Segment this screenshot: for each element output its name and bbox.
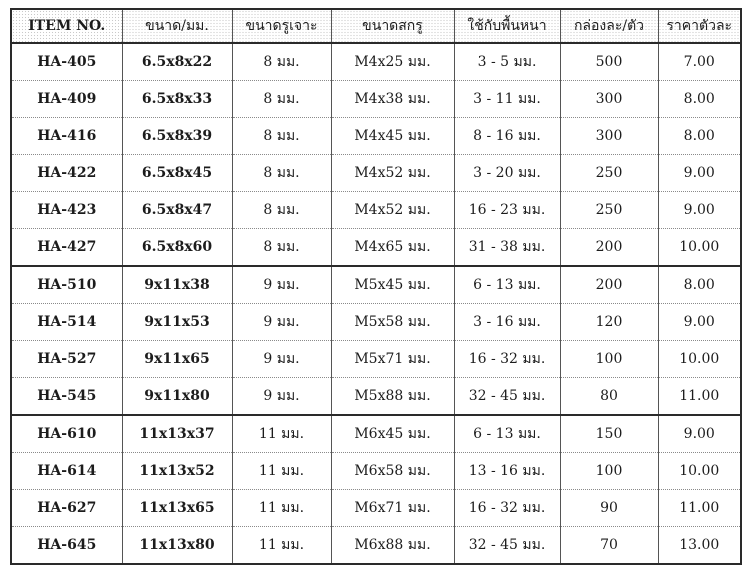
table-row [11,415,741,453]
box-qty-cell: 100 [560,453,658,490]
screw-size-cell: M5x58 มม. [331,304,454,341]
box-qty-cell: 150 [560,415,658,453]
table-row [11,527,741,565]
drill-size-cell: 11 มม. [232,415,331,453]
box-qty-cell: 70 [560,527,658,565]
item-no-cell: HA-510 [11,266,122,304]
thickness-cell: 6 - 13 มม. [454,266,560,304]
item-no-cell: HA-416 [11,118,122,155]
screw-size-cell: M4x38 มม. [331,81,454,118]
drill-size-cell: 9 มม. [232,266,331,304]
table-row [11,490,741,527]
size-cell: 6.5x8x39 [122,118,232,155]
unit-price-cell: 11.00 [658,378,741,416]
screw-size-cell: M4x52 มม. [331,155,454,192]
size-cell: 11x13x80 [122,527,232,565]
drill-size-cell: 11 มม. [232,527,331,565]
screw-size-cell: M4x65 มม. [331,229,454,267]
header-box-qty: กล่องละ/ตัว [560,9,658,43]
table-row [11,304,741,341]
unit-price-cell: 8.00 [658,81,741,118]
size-cell: 9x11x53 [122,304,232,341]
table-row [11,266,741,304]
header-row [11,9,741,43]
box-qty-cell: 120 [560,304,658,341]
screw-size-cell: M5x88 มม. [331,378,454,416]
header-size: ขนาด/มม. [122,9,232,43]
screw-size-cell: M5x71 มม. [331,341,454,378]
item-no-cell: HA-422 [11,155,122,192]
unit-price-cell: 9.00 [658,192,741,229]
drill-size-cell: 8 มม. [232,81,331,118]
unit-price-cell: 9.00 [658,415,741,453]
price-sheet [10,8,740,565]
thickness-cell: 32 - 45 มม. [454,378,560,416]
table-row [11,43,741,81]
unit-price-cell: 13.00 [658,527,741,565]
thickness-cell: 31 - 38 มม. [454,229,560,267]
drill-size-cell: 9 มม. [232,304,331,341]
thickness-cell: 32 - 45 มม. [454,527,560,565]
item-no-cell: HA-545 [11,378,122,416]
table-row [11,378,741,416]
box-qty-cell: 200 [560,229,658,267]
unit-price-cell: 11.00 [658,490,741,527]
box-qty-cell: 300 [560,118,658,155]
unit-price-cell: 7.00 [658,43,741,81]
unit-price-cell: 8.00 [658,118,741,155]
screw-size-cell: M6x88 มม. [331,527,454,565]
drill-size-cell: 8 มม. [232,43,331,81]
drill-size-cell: 9 มม. [232,341,331,378]
item-no-cell: HA-614 [11,453,122,490]
header-unit-price: ราคาตัวละ [658,9,741,43]
size-cell: 9x11x65 [122,341,232,378]
drill-size-cell: 8 มม. [232,155,331,192]
drill-size-cell: 8 มม. [232,118,331,155]
header-item-no: ITEM NO. [11,9,122,43]
size-cell: 6.5x8x60 [122,229,232,267]
size-cell: 9x11x38 [122,266,232,304]
box-qty-cell: 90 [560,490,658,527]
size-cell: 11x13x37 [122,415,232,453]
screw-size-cell: M6x71 มม. [331,490,454,527]
box-qty-cell: 100 [560,341,658,378]
unit-price-cell: 10.00 [658,229,741,267]
table-row [11,453,741,490]
table-row [11,155,741,192]
header-screw-size: ขนาดสกรู [331,9,454,43]
thickness-cell: 3 - 16 มม. [454,304,560,341]
size-cell: 6.5x8x22 [122,43,232,81]
drill-size-cell: 9 มม. [232,378,331,416]
size-cell: 6.5x8x47 [122,192,232,229]
box-qty-cell: 80 [560,378,658,416]
drill-size-cell: 11 มม. [232,453,331,490]
thickness-cell: 16 - 32 มม. [454,490,560,527]
thickness-cell: 3 - 20 มม. [454,155,560,192]
header-thickness: ใช้กับพื้นหนา [454,9,560,43]
thickness-cell: 13 - 16 มม. [454,453,560,490]
drill-size-cell: 11 มม. [232,490,331,527]
item-no-cell: HA-409 [11,81,122,118]
size-cell: 9x11x80 [122,378,232,416]
screw-size-cell: M5x45 มม. [331,266,454,304]
unit-price-cell: 9.00 [658,304,741,341]
box-qty-cell: 250 [560,192,658,229]
item-no-cell: HA-627 [11,490,122,527]
table-row [11,341,741,378]
box-qty-cell: 250 [560,155,658,192]
item-no-cell: HA-610 [11,415,122,453]
header-drill-size: ขนาดรูเจาะ [232,9,331,43]
item-no-cell: HA-645 [11,527,122,565]
thickness-cell: 6 - 13 มม. [454,415,560,453]
unit-price-cell: 9.00 [658,155,741,192]
table-row [11,118,741,155]
table-row [11,81,741,118]
drill-size-cell: 8 มม. [232,192,331,229]
table-row [11,192,741,229]
item-no-cell: HA-514 [11,304,122,341]
thickness-cell: 3 - 5 มม. [454,43,560,81]
thickness-cell: 8 - 16 มม. [454,118,560,155]
unit-price-cell: 8.00 [658,266,741,304]
thickness-cell: 16 - 23 มม. [454,192,560,229]
product-table [10,8,742,565]
item-no-cell: HA-423 [11,192,122,229]
unit-price-cell: 10.00 [658,341,741,378]
screw-size-cell: M4x45 มม. [331,118,454,155]
table-row [11,229,741,267]
screw-size-cell: M6x45 มม. [331,415,454,453]
thickness-cell: 16 - 32 มม. [454,341,560,378]
screw-size-cell: M4x52 มม. [331,192,454,229]
box-qty-cell: 200 [560,266,658,304]
screw-size-cell: M4x25 มม. [331,43,454,81]
item-no-cell: HA-527 [11,341,122,378]
item-no-cell: HA-405 [11,43,122,81]
box-qty-cell: 500 [560,43,658,81]
unit-price-cell: 10.00 [658,453,741,490]
size-cell: 11x13x52 [122,453,232,490]
size-cell: 6.5x8x45 [122,155,232,192]
screw-size-cell: M6x58 มม. [331,453,454,490]
size-cell: 6.5x8x33 [122,81,232,118]
thickness-cell: 3 - 11 มม. [454,81,560,118]
drill-size-cell: 8 มม. [232,229,331,267]
item-no-cell: HA-427 [11,229,122,267]
box-qty-cell: 300 [560,81,658,118]
size-cell: 11x13x65 [122,490,232,527]
